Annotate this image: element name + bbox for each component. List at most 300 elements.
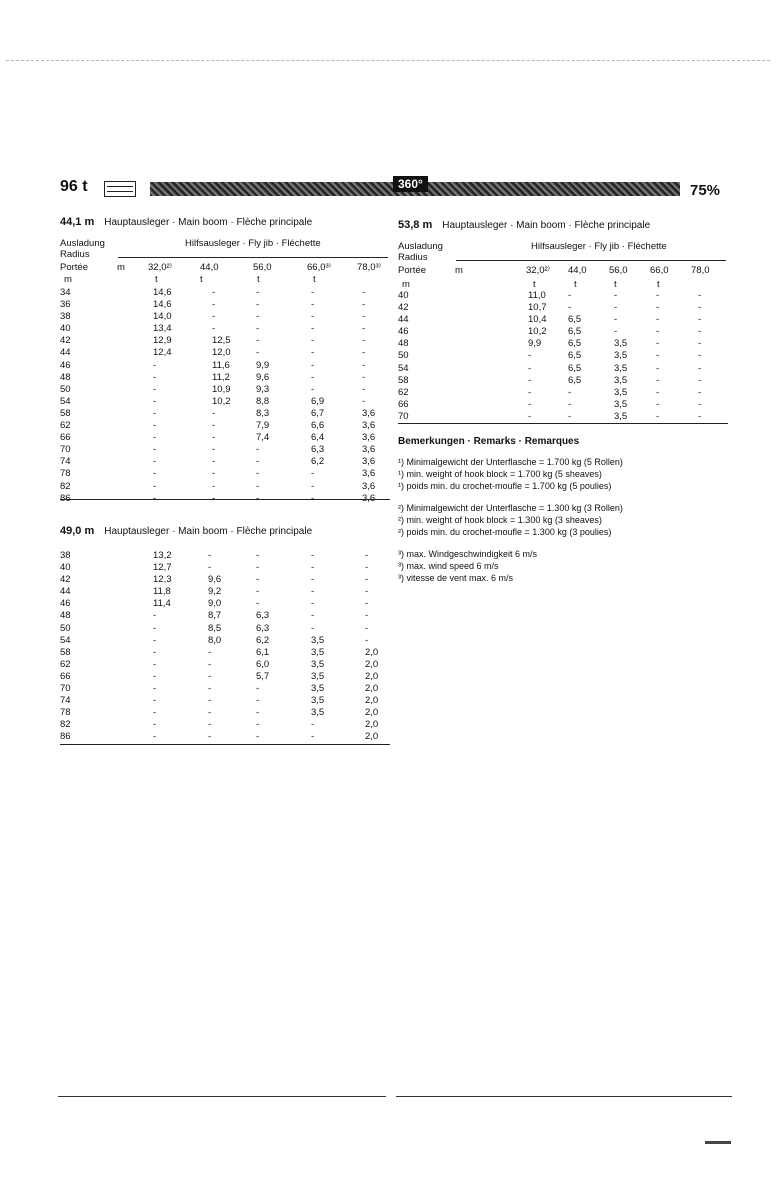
boom-title: Hauptausleger · Main boom · Flèche principale: [104, 217, 313, 228]
load-cell: -: [212, 444, 216, 456]
remarks-title: Bemerkungen · Remarks · Remarques: [398, 436, 580, 447]
load-cell: -: [256, 347, 260, 359]
load-cell: 6,3: [256, 610, 270, 622]
remark-line: ¹) poids min. du crochet-moufle = 1.700 kg (5 poulies): [398, 481, 612, 491]
table-row: [398, 350, 728, 362]
load-cell: -: [311, 562, 315, 574]
load-cell: 2,0: [365, 731, 379, 743]
top-rule: [6, 60, 770, 61]
load-cell: -: [698, 338, 702, 350]
table-row: [398, 314, 728, 326]
radius-cell: 54: [60, 634, 71, 646]
radius-cell: 42: [398, 302, 409, 314]
table-row: [60, 719, 390, 731]
table-row: [60, 623, 390, 635]
print-mark: [705, 1141, 731, 1144]
load-cell: -: [153, 731, 157, 743]
load-cell: 6,6: [311, 420, 325, 432]
load-cell: -: [256, 683, 260, 695]
load-cell: 2,0: [365, 719, 379, 731]
load-cell: -: [698, 290, 702, 301]
load-cell: -: [698, 302, 702, 314]
load-cell: -: [256, 468, 260, 480]
flyjib-label: Hilfsausleger · Fly jib · Fléchette: [185, 238, 321, 249]
radius-cell: 34: [60, 287, 71, 298]
radius-cell: 50: [60, 383, 71, 395]
radius-cell: 58: [60, 407, 71, 419]
unit-t: t: [657, 279, 660, 290]
radius-label-en: Radius: [60, 249, 90, 260]
load-cell: 3,6: [362, 456, 376, 468]
load-cell: -: [656, 350, 660, 362]
radius-cell: 82: [60, 480, 71, 492]
load-cell: -: [311, 574, 315, 586]
capacity-label: 96 t: [60, 178, 88, 195]
load-cell: -: [256, 731, 260, 743]
load-cell: -: [656, 302, 660, 314]
load-cell: 9,6: [256, 371, 270, 383]
load-cell: -: [528, 398, 532, 410]
radius-cell: 40: [60, 562, 71, 574]
radius-cell: 74: [60, 456, 71, 468]
load-cell: -: [528, 410, 532, 422]
load-cell: -: [212, 407, 216, 419]
unit-t: t: [155, 274, 158, 285]
load-cell: -: [698, 398, 702, 410]
load-cell: -: [311, 311, 315, 323]
load-cell: 6,9: [311, 395, 325, 407]
load-cell: -: [362, 395, 366, 407]
load-cell: 10,9: [212, 383, 231, 395]
load-cell: 8,8: [256, 395, 270, 407]
load-cell: 8,5: [208, 622, 222, 634]
radius-cell: 44: [398, 314, 409, 326]
load-cell: 11,4: [153, 598, 171, 610]
load-cell: 6,7: [311, 407, 325, 419]
load-cell: 12,0: [212, 347, 231, 359]
radius-label-en: Radius: [398, 252, 428, 263]
load-cell: 3,5: [311, 707, 325, 719]
load-cell: -: [365, 598, 369, 610]
radius-cell: 46: [60, 598, 71, 610]
radius-cell: 38: [60, 550, 71, 561]
jib-length: 32,0²⁾: [148, 262, 172, 273]
load-cell: 12,9: [153, 335, 172, 347]
radius-cell: 46: [60, 359, 71, 371]
load-cell: -: [614, 290, 618, 301]
radius-cell: 86: [60, 492, 71, 504]
load-cell: 7,4: [256, 432, 270, 444]
load-cell: -: [656, 290, 660, 301]
remark-line: ³) max. wind speed 6 m/s: [398, 561, 499, 571]
load-cell: -: [153, 456, 157, 468]
load-cell: -: [153, 610, 157, 622]
table-row: [60, 408, 390, 420]
section-title-49: [60, 525, 312, 537]
load-cell: -: [311, 299, 315, 311]
table-row: [60, 299, 390, 311]
load-cell: -: [365, 586, 369, 598]
load-cell: -: [153, 420, 157, 432]
radius-cell: 58: [60, 646, 71, 658]
load-cell: 3,5: [311, 695, 325, 707]
load-cell: 6,5: [568, 362, 582, 374]
table-row: [60, 323, 390, 335]
load-cell: -: [153, 707, 157, 719]
load-cell: 5,7: [256, 670, 270, 682]
jib-length: 78,0: [691, 265, 710, 276]
radius-label-de: Ausladung: [60, 238, 105, 249]
load-cell: -: [208, 683, 212, 695]
load-cell: -: [208, 695, 212, 707]
load-cell: 14,6: [153, 299, 172, 311]
load-cell: -: [256, 550, 260, 561]
load-cell: 6,4: [311, 432, 325, 444]
table-row: [60, 683, 390, 695]
remark-line: ¹) min. weight of hook block = 1.700 kg (5 sheaves): [398, 469, 602, 479]
load-cell: 12,5: [212, 335, 231, 347]
load-cell: -: [212, 456, 216, 468]
load-cell: -: [365, 562, 369, 574]
jib-length: 78,0³⁾: [357, 262, 381, 273]
load-cell: -: [256, 287, 260, 298]
unit-m: m: [402, 279, 410, 290]
load-cell: -: [153, 468, 157, 480]
load-cell: -: [153, 444, 157, 456]
table-row: [398, 375, 728, 387]
unit-m: m: [455, 265, 463, 276]
load-cell: 3,5: [614, 374, 628, 386]
remarks: [398, 436, 738, 584]
load-cell: 3,6: [362, 420, 376, 432]
load-cell: 6,5: [568, 374, 582, 386]
load-cell: -: [256, 335, 260, 347]
load-cell: 7,9: [256, 420, 270, 432]
load-cell: 3,5: [614, 386, 628, 398]
load-cell: 2,0: [365, 646, 379, 658]
load-cell: -: [256, 574, 260, 586]
radius-cell: 70: [60, 444, 71, 456]
table-row: [60, 598, 390, 610]
load-cell: -: [311, 468, 315, 480]
load-cell: -: [311, 480, 315, 492]
radius-cell: 70: [398, 410, 409, 422]
load-cell: 10,2: [528, 326, 547, 338]
table-row: [60, 695, 390, 707]
table-row: [60, 562, 390, 574]
load-cell: 14,6: [153, 287, 172, 298]
load-cell: -: [256, 598, 260, 610]
load-cell: -: [208, 550, 212, 561]
radius-cell: 46: [398, 326, 409, 338]
load-cell: -: [656, 398, 660, 410]
load-cell: 3,5: [614, 362, 628, 374]
load-cell: -: [362, 323, 366, 335]
table-rule: [398, 423, 728, 424]
load-cell: -: [528, 350, 532, 362]
table-row: [398, 338, 728, 350]
load-cell: -: [362, 359, 366, 371]
radius-cell: 42: [60, 335, 71, 347]
load-cell: -: [656, 326, 660, 338]
radius-cell: 66: [398, 398, 409, 410]
counterweight-icon: [104, 181, 136, 197]
load-cell: -: [568, 398, 572, 410]
load-cell: -: [311, 335, 315, 347]
load-cell: 9,0: [208, 598, 222, 610]
load-cell: -: [208, 562, 212, 574]
load-cell: -: [212, 420, 216, 432]
load-cell: 3,5: [614, 338, 628, 350]
load-cell: -: [568, 386, 572, 398]
load-cell: -: [365, 574, 369, 586]
load-cell: 3,5: [311, 683, 325, 695]
load-cell: -: [311, 287, 315, 298]
load-cell: -: [311, 371, 315, 383]
table-row: [398, 302, 728, 314]
radius-cell: 62: [60, 658, 71, 670]
radius-label-fr: Portée: [398, 265, 426, 276]
radius-cell: 38: [60, 311, 71, 323]
load-cell: 10,7: [528, 302, 547, 314]
header-rule: [118, 257, 388, 258]
jib-length: 66,0³⁾: [307, 262, 331, 273]
table-row: [60, 347, 390, 359]
load-cell: -: [212, 492, 216, 504]
load-cell: -: [256, 707, 260, 719]
slew-label: 360°: [393, 176, 428, 192]
header-rule: [456, 260, 726, 261]
load-cell: -: [311, 550, 315, 561]
table-row: [398, 399, 728, 411]
table-row: [60, 610, 390, 622]
table-row: [60, 456, 390, 468]
load-cell: -: [311, 610, 315, 622]
radius-cell: 44: [60, 586, 71, 598]
boom-length: 53,8 m: [398, 219, 433, 231]
load-cell: -: [153, 695, 157, 707]
load-cell: -: [153, 719, 157, 731]
load-cell: -: [208, 646, 212, 658]
footer-rule-left: [58, 1096, 386, 1097]
load-cell: 3,6: [362, 492, 376, 504]
load-cell: -: [208, 719, 212, 731]
table-row: [60, 586, 390, 598]
load-cell: 3,5: [311, 646, 325, 658]
load-cell: 2,0: [365, 670, 379, 682]
unit-m: m: [117, 262, 125, 273]
load-cell: -: [698, 386, 702, 398]
radius-cell: 54: [60, 395, 71, 407]
load-cell: -: [153, 683, 157, 695]
remark-line: ¹) Minimalgewicht der Unterflasche = 1.700 kg (5 Rollen): [398, 457, 623, 467]
load-cell: -: [311, 359, 315, 371]
table-row: [60, 731, 390, 743]
radius-cell: 50: [60, 622, 71, 634]
load-cell: -: [153, 480, 157, 492]
unit-t: t: [533, 279, 536, 290]
load-cell: 3,5: [614, 350, 628, 362]
page-header: [60, 178, 740, 202]
load-cell: -: [568, 410, 572, 422]
load-cell: -: [153, 622, 157, 634]
table-row: [60, 384, 390, 396]
load-cell: -: [153, 634, 157, 646]
radius-cell: 62: [398, 386, 409, 398]
load-cell: 3,5: [614, 410, 628, 422]
load-cell: -: [256, 480, 260, 492]
load-cell: 10,4: [528, 314, 547, 326]
load-cell: 3,5: [311, 658, 325, 670]
table-row: [60, 574, 390, 586]
table-rule: [60, 744, 390, 745]
table-row: [60, 287, 390, 299]
load-cell: 9,9: [256, 359, 270, 371]
load-cell: 8,7: [208, 610, 222, 622]
load-cell: 13,4: [153, 323, 172, 335]
radius-cell: 40: [60, 323, 71, 335]
load-cell: -: [311, 383, 315, 395]
table-row: [60, 707, 390, 719]
radius-cell: 44: [60, 347, 71, 359]
jib-length: 66,0: [650, 265, 669, 276]
load-cell: 6,5: [568, 350, 582, 362]
load-cell: -: [256, 299, 260, 311]
load-cell: -: [698, 410, 702, 422]
load-cell: -: [208, 707, 212, 719]
load-cell: 11,0: [528, 290, 546, 301]
load-cell: -: [153, 371, 157, 383]
load-cell: -: [153, 646, 157, 658]
load-table-49: [60, 550, 390, 744]
load-cell: -: [362, 347, 366, 359]
load-cell: -: [153, 492, 157, 504]
load-cell: 6,5: [568, 314, 582, 326]
load-cell: 13,2: [153, 550, 172, 561]
load-cell: 12,7: [153, 562, 172, 574]
load-cell: 2,0: [365, 658, 379, 670]
load-cell: -: [528, 374, 532, 386]
stability-percent: 75%: [690, 182, 721, 199]
table-row: [60, 432, 390, 444]
load-cell: 6,3: [311, 444, 325, 456]
load-cell: -: [153, 407, 157, 419]
load-cell: -: [362, 311, 366, 323]
load-cell: -: [256, 456, 260, 468]
table-row: [60, 444, 390, 456]
load-cell: -: [311, 586, 315, 598]
table-row: [60, 671, 390, 683]
section-title-53: [398, 219, 650, 231]
jib-length: 56,0: [253, 262, 272, 273]
load-cell: -: [208, 658, 212, 670]
load-cell: 10,2: [212, 395, 231, 407]
load-cell: -: [656, 362, 660, 374]
load-cell: -: [698, 326, 702, 338]
radius-cell: 40: [398, 290, 409, 301]
table-row: [60, 635, 390, 647]
load-cell: -: [256, 323, 260, 335]
radius-cell: 48: [60, 371, 71, 383]
load-cell: 2,0: [365, 695, 379, 707]
load-cell: -: [362, 299, 366, 311]
boom-length: 49,0 m: [60, 525, 95, 537]
load-cell: -: [656, 314, 660, 326]
table-row: [60, 335, 390, 347]
load-cell: 8,3: [256, 407, 270, 419]
boom-title: Hauptausleger · Main boom · Flèche principale: [442, 220, 651, 231]
jib-length: 32,0²⁾: [526, 265, 550, 276]
load-cell: -: [568, 290, 572, 301]
table-header-44: [60, 238, 390, 286]
load-cell: -: [614, 326, 618, 338]
load-cell: -: [212, 480, 216, 492]
load-cell: -: [362, 371, 366, 383]
load-cell: -: [698, 362, 702, 374]
boom-length: 44,1 m: [60, 216, 95, 228]
table-row: [60, 659, 390, 671]
radius-cell: 62: [60, 420, 71, 432]
load-cell: -: [656, 386, 660, 398]
load-cell: 12,4: [153, 347, 172, 359]
table-row: [60, 468, 390, 480]
unit-t: t: [614, 279, 617, 290]
load-cell: 11,8: [153, 586, 171, 598]
table-row: [398, 326, 728, 338]
load-cell: -: [311, 622, 315, 634]
load-cell: -: [153, 670, 157, 682]
load-cell: 9,2: [208, 586, 222, 598]
load-cell: -: [528, 386, 532, 398]
remark-line: ²) min. weight of hook block = 1.300 kg (3 sheaves): [398, 515, 602, 525]
load-cell: -: [698, 374, 702, 386]
load-cell: -: [311, 719, 315, 731]
radius-cell: 36: [60, 299, 71, 311]
load-cell: -: [256, 492, 260, 504]
load-cell: -: [212, 311, 216, 323]
radius-cell: 74: [60, 695, 71, 707]
load-cell: -: [568, 302, 572, 314]
radius-cell: 66: [60, 432, 71, 444]
unit-m: m: [64, 274, 72, 285]
load-cell: -: [212, 468, 216, 480]
radius-cell: 70: [60, 683, 71, 695]
remark-line: ²) poids min. du crochet-moufle = 1.300 kg (3 poulies): [398, 527, 612, 537]
load-cell: -: [153, 383, 157, 395]
load-cell: 3,6: [362, 432, 376, 444]
boom-title: Hauptausleger · Main boom · Flèche principale: [104, 526, 313, 537]
load-cell: -: [698, 350, 702, 362]
load-cell: -: [656, 338, 660, 350]
load-cell: -: [256, 695, 260, 707]
load-cell: -: [153, 432, 157, 444]
table-row: [60, 360, 390, 372]
load-cell: -: [311, 347, 315, 359]
load-table-53: [398, 290, 728, 423]
load-cell: -: [256, 586, 260, 598]
radius-label-de: Ausladung: [398, 241, 443, 252]
radius-cell: 82: [60, 719, 71, 731]
table-row: [60, 372, 390, 384]
load-cell: 6,1: [256, 646, 270, 658]
load-cell: 3,5: [614, 398, 628, 410]
jib-length: 44,0: [568, 265, 587, 276]
table-row: [60, 647, 390, 659]
load-cell: -: [256, 719, 260, 731]
load-cell: -: [212, 432, 216, 444]
load-cell: -: [311, 598, 315, 610]
load-cell: 3,5: [311, 670, 325, 682]
